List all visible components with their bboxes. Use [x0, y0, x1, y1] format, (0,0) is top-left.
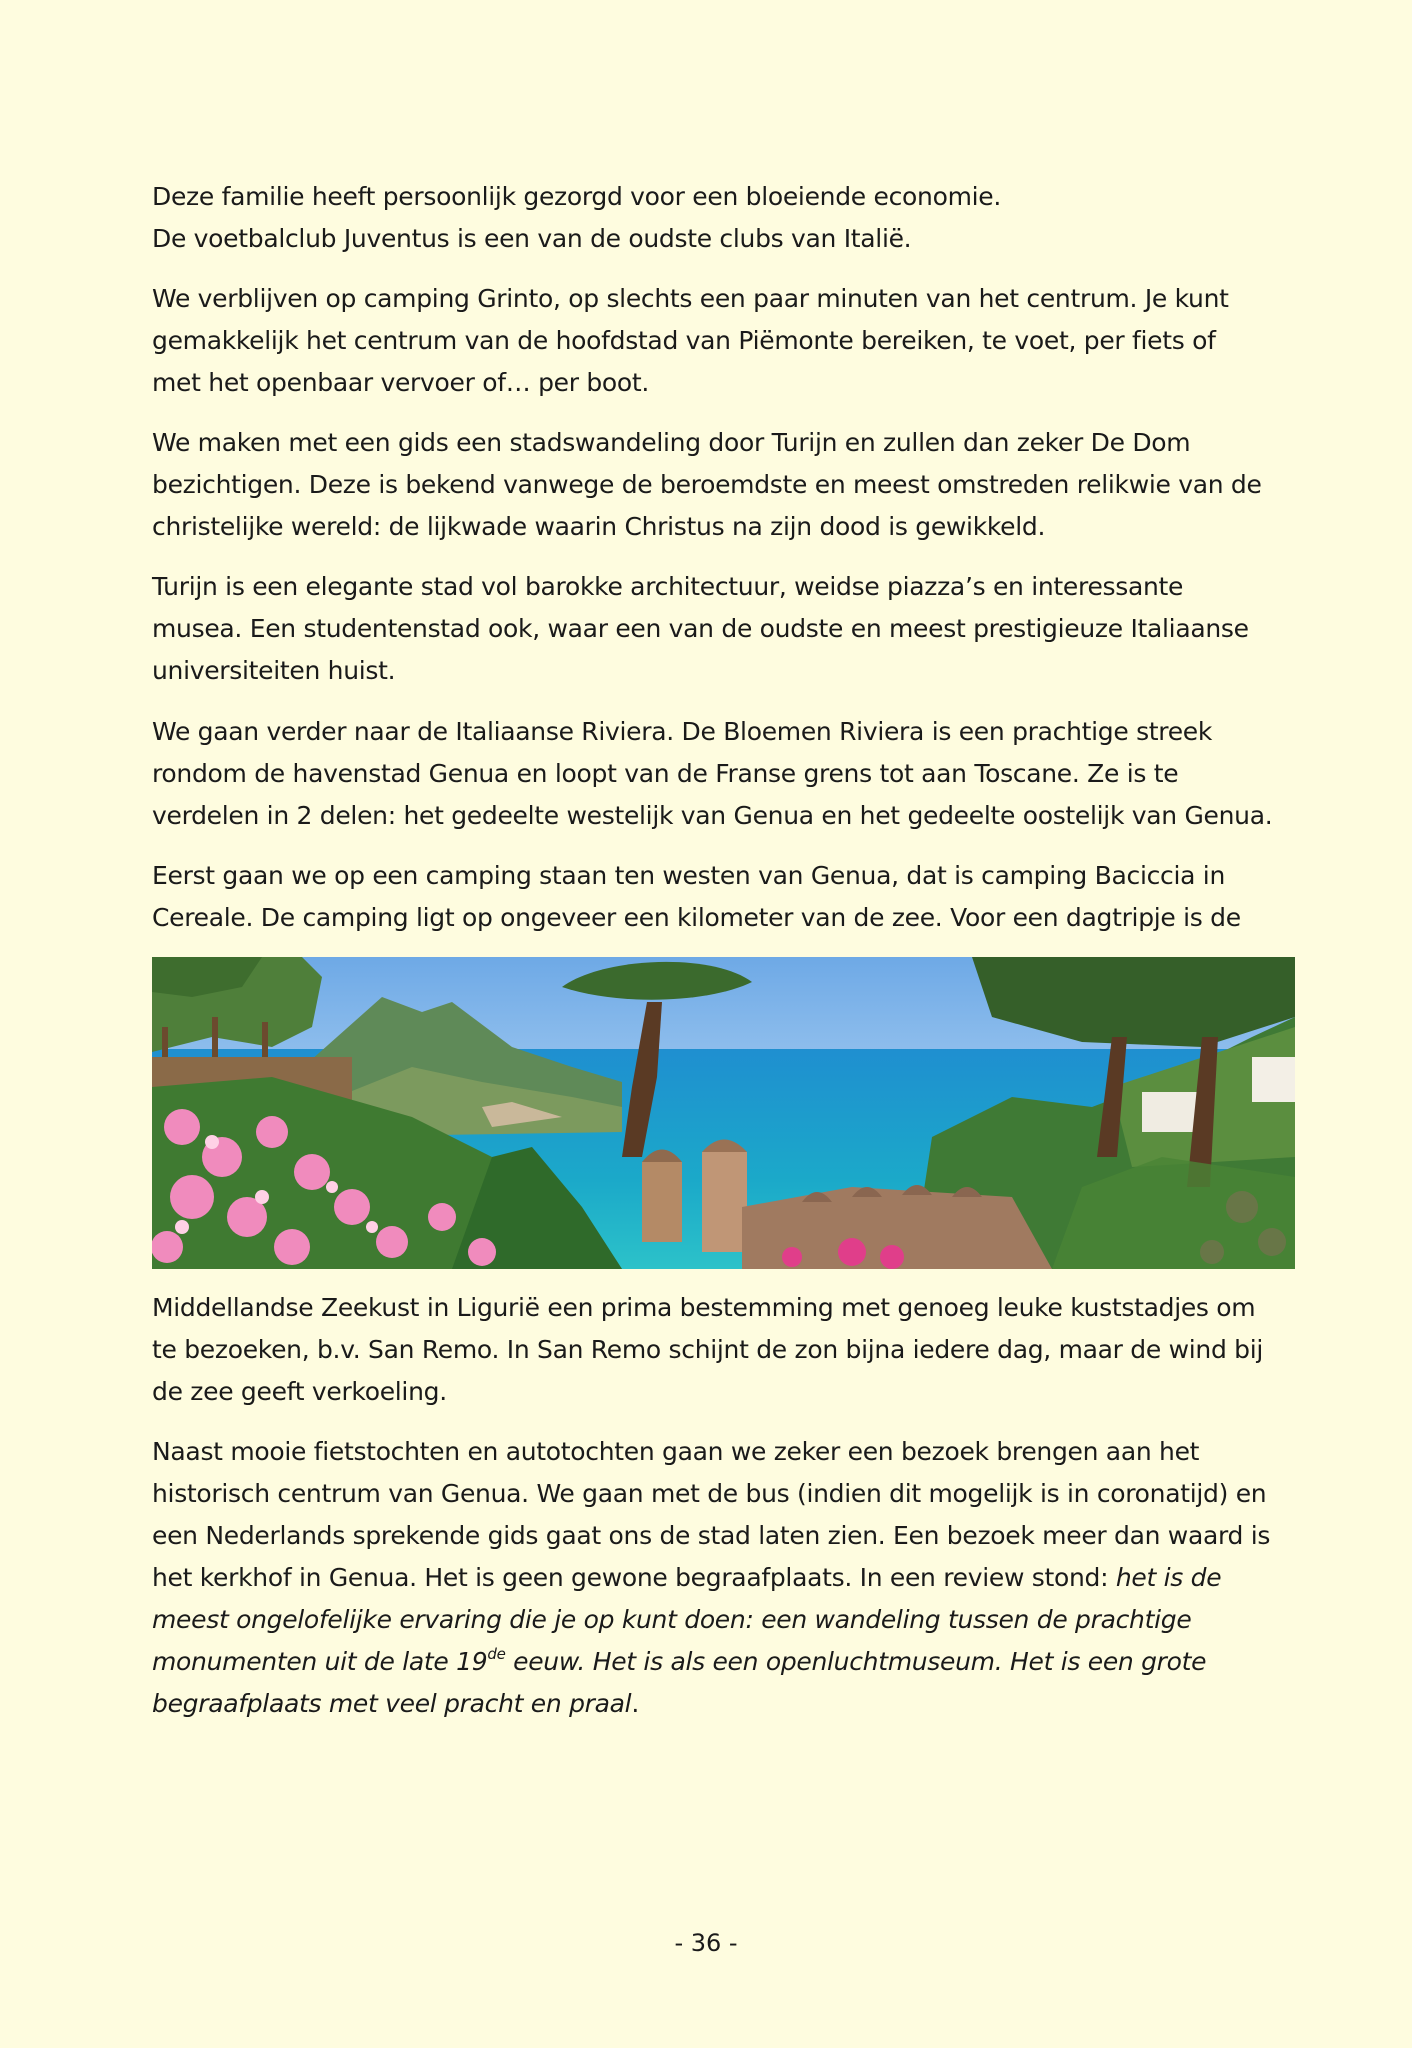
text-line: Cereale. De camping ligt op ongeveer een kilometer van de zee. Voor een dagtripje is de — [152, 903, 1241, 932]
text-line: universiteiten huist. — [152, 656, 396, 685]
text-line: historisch centrum van Genua. We gaan met de bus (indien dit mogelijk is in coronatijd) en — [152, 1479, 1267, 1508]
text-line: te bezoeken, b.v. San Remo. In San Remo schijnt de zon bijna iedere dag, maar de wind bij — [152, 1335, 1264, 1364]
paragraph-baciccia — [152, 855, 1297, 939]
review-intro: het kerkhof in Genua. Het is geen gewone begraafplaats. In een review stond: — [152, 1563, 1116, 1592]
text-line: de zee geeft verkoeling. — [152, 1377, 447, 1406]
text-line: een Nederlands sprekende gids gaat ons de stad laten zien. Een bezoek meer dan waard is — [152, 1521, 1271, 1550]
paragraph-stadswandeling — [152, 422, 1297, 548]
text-line: musea. Een studentenstad ook, waar een van de oudste en meest prestigieuze Italiaanse — [152, 614, 1249, 643]
text-line: bezichtigen. Deze is bekend vanwege de beroemdste en meest omstreden relikwie van de — [152, 470, 1262, 499]
paragraph-turijn — [152, 566, 1297, 692]
paragraph-juventus — [152, 176, 1297, 260]
text-line: We maken met een gids een stadswandeling door Turijn en zullen dan zeker De Dom — [152, 428, 1191, 457]
text-line: De voetbalclub Juventus is een van de oudste clubs van Italië. — [152, 224, 912, 253]
sentence-period: . — [631, 1689, 639, 1718]
text-line: Turijn is een elegante stad vol barokke architectuur, weidse piazza’s en interessante — [152, 572, 1184, 601]
text-line: Deze familie heeft persoonlijk gezorgd voor een bloeiende economie. — [152, 182, 1001, 211]
review-quote-part: eeuw. Het is als een openluchtmuseum. Het is een grote — [505, 1647, 1207, 1676]
paragraph-ligurie — [152, 1287, 1297, 1413]
text-line — [152, 1557, 1297, 1599]
paragraph-genua-kerkhof — [152, 1431, 1297, 1725]
review-quote-line: meest ongelofelijke ervaring die je op kunt doen: een wandeling tussen de prachtige — [152, 1605, 1192, 1634]
superscript-de: de — [487, 1645, 506, 1663]
text-line: Eerst gaan we op een camping staan ten westen van Genua, dat is camping Baciccia in — [152, 861, 1225, 890]
review-quote-line — [152, 1641, 1297, 1683]
text-line: christelijke wereld: de lijkwade waarin Christus na zijn dood is gewikkeld. — [152, 512, 1046, 541]
text-line: rondom de havenstad Genua en loopt van de Franse grens tot aan Toscane. Ze is te — [152, 759, 1179, 788]
paragraph-camping-grinto — [152, 278, 1297, 404]
text-line: gemakkelijk het centrum van de hoofdstad van Piëmonte bereiken, te voet, per fiets of — [152, 326, 1216, 355]
text-line: Naast mooie fietstochten en autotochten gaan we zeker een bezoek brengen aan het — [152, 1437, 1200, 1466]
text-line: We verblijven op camping Grinto, op slechts een paar minuten van het centrum. Je kunt — [152, 284, 1229, 313]
text-line: We gaan verder naar de Italiaanse Riviera. De Bloemen Riviera is een prachtige streek — [152, 717, 1213, 746]
text-line: Middellandse Zeekust in Ligurië een prima bestemming met genoeg leuke kuststadjes om — [152, 1293, 1256, 1322]
text-line: verdelen in 2 delen: het gedeelte westelijk van Genua en het gedeelte oostelijk van Genua. — [152, 801, 1273, 830]
review-quote-part: monumenten uit de late 19 — [152, 1647, 488, 1676]
coast-panorama-photo — [152, 957, 1295, 1269]
review-quote-end: begraafplaats met veel pracht en praal — [152, 1689, 632, 1718]
page-number: - 36 - — [674, 1929, 738, 1957]
review-quote: het is de — [1115, 1563, 1222, 1592]
text-line — [152, 1683, 1297, 1725]
paragraph-riviera — [152, 711, 1297, 837]
text-line: met het openbaar vervoer of… per boot. — [152, 368, 650, 397]
